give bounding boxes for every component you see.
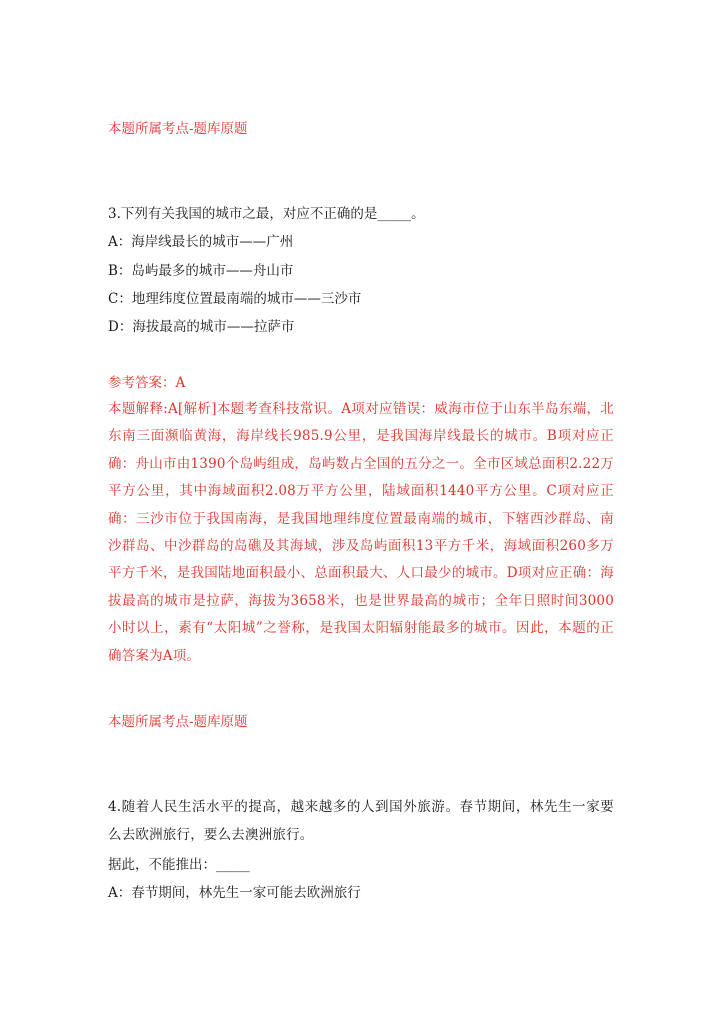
question-3-option-b: B：岛屿最多的城市——舟山市 [108,263,294,279]
question-3-stem: 3.下列有关我国的城市之最，对应不正确的是_____。 [108,206,425,222]
question-4-stem: 4.随着人民生活水平的提高，越来越多的人到国外旅游。春节期间，林先生一家要么去欧洲旅行，要么去澳洲旅行。 [108,799,614,843]
question-3-option-d: D：海拔最高的城市——拉萨市 [108,319,295,335]
question-3-option-a: A：海岸线最长的城市——广州 [108,234,294,250]
question-4-prompt: 据此，不能推出：_____ [108,857,250,873]
document-page [108,0,618,1018]
question-3-explanation: 本题解释:A[解析]本题考查科技常识。A项对应错误：威海市位于山东半岛东端，北东南三面濒临黄海，海岸线长985.9公里，是我国海岸线最长的城市。B项对应正确：舟山市由1390个岛屿组成，岛屿数占全国的五分之一。全市区域总面积2.22万平方公里，其中海域面积2.08万平方公里，陆域面积1440平方公里。C项对应正确：三沙市位于我国南海，是我国地理纬度位置最南端的城市，下辖西沙群岛、南沙群岛、中沙群岛的岛礁及其海域，涉及岛屿面积13平方千米，海域面积260多万平方千米，是我国陆地面积最小、总面积最大、人口最少的城市。D项对应正确：海拔最高的城市是拉萨，海拔为3658米，也是世界最高的城市；全年日照时间3000小时以上，素有“太阳城”之誉称，是我国太阳辐射能最多的城市。因此，本题的正确答案为A项。 [108,401,614,664]
topic-note: 本题所属考点-题库原题 [108,714,248,730]
topic-note: 本题所属考点-题库原题 [108,121,248,137]
question-3-option-c: C：地理纬度位置最南端的城市——三沙市 [108,291,362,307]
question-3-answer: 参考答案：A [108,375,186,391]
question-4-option-a: A：春节期间，林先生一家可能去欧洲旅行 [108,885,361,901]
